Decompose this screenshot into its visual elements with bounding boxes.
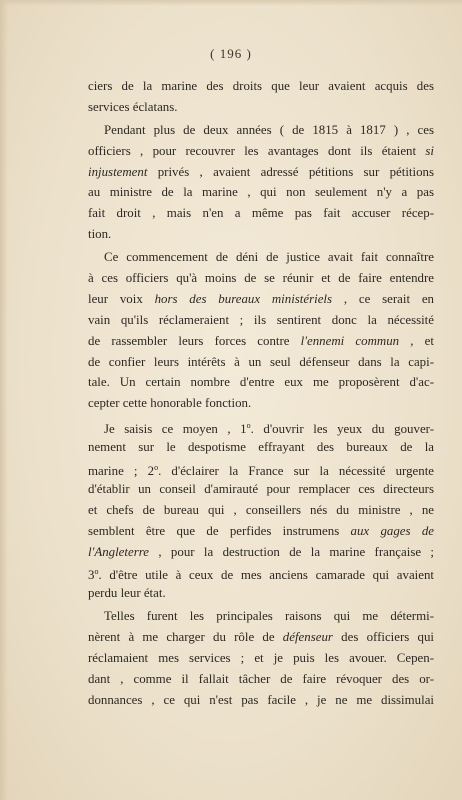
text-line: [88, 690, 434, 711]
text-line: [88, 268, 434, 289]
text-run: ciers de la marine des droits que leur avaient acquis des: [88, 79, 434, 93]
text-run: semblent être que de perfides instrumens: [88, 523, 351, 538]
text-run: Je saisis ce moyen , 1: [104, 422, 247, 437]
text-line: [88, 458, 434, 479]
text-line: [88, 416, 434, 437]
text-line: [88, 669, 434, 690]
text-run: et chefs de bureau qui , conseillers nés du ministre , ne: [88, 502, 434, 517]
body-text: [88, 76, 434, 713]
text-line: [88, 352, 434, 373]
text-line: [88, 521, 434, 542]
text-line: [88, 162, 434, 183]
text-run: tion.: [88, 227, 112, 242]
text-line: [88, 224, 434, 245]
text-run: nement sur le despotisme effrayant des bureaux de la: [88, 440, 434, 455]
superscript-text: o: [94, 567, 99, 577]
text-run: . d'éclairer la France sur la nécessité urgente: [158, 464, 434, 479]
italic-text: défenseur: [282, 630, 333, 645]
text-run: , pour la destruction de la marine française ;: [149, 544, 434, 559]
text-run: Pendant plus de deux années ( de 1815 à 1817 ) , ces: [104, 122, 434, 137]
page-edge-shadow-left: [0, 0, 8, 800]
text-line: [88, 120, 434, 141]
text-line: [88, 583, 434, 604]
text-line: [88, 372, 434, 393]
text-run: perdu leur état.: [88, 586, 166, 601]
text-run: Ce commencement de déni de justice avait fait connaître: [104, 250, 434, 265]
text-run: cepter cette honorable fonction.: [88, 396, 252, 411]
text-run: . d'être utile à ceux de mes anciens camarade qui avaient: [98, 568, 434, 583]
paragraph: [88, 120, 434, 245]
text-line: [88, 310, 434, 331]
italic-text: aux gages de: [350, 523, 434, 538]
text-line: [88, 247, 434, 268]
text-run: donnances , ce qui n'est pas facile , je ne me dissimulai: [88, 692, 434, 707]
text-run: tale. Un certain nombre d'entre eux me proposèrent d'ac-: [88, 375, 434, 390]
text-run: officiers , pour recouvrer les avantages dont ils étaient: [88, 143, 426, 158]
text-line: [88, 479, 434, 500]
text-line: [88, 203, 434, 224]
italic-text: l'Angleterre: [88, 544, 149, 559]
text-run: . d'ouvrir les yeux du gouver-: [250, 422, 434, 437]
text-run: 3: [88, 568, 95, 583]
text-run: à ces officiers qu'à moins de se réunir et de faire entendre: [88, 271, 434, 286]
paragraph: [88, 76, 434, 118]
text-run: , ce serait en: [332, 291, 435, 306]
superscript-text: o: [246, 421, 251, 431]
text-run: privés , avaient adressé pétitions sur pétitions: [147, 164, 434, 179]
text-line: [88, 182, 434, 203]
italic-text: hors des bureaux ministériels: [154, 291, 333, 306]
page-number: ( 196 ): [210, 46, 252, 61]
paragraph: [88, 416, 434, 604]
superscript-text: o: [154, 463, 159, 473]
text-run: nèrent à me charger du rôle de: [88, 630, 283, 645]
text-line: [88, 76, 434, 97]
text-run: fait droit , mais n'en a même pas fait accuser récep-: [88, 206, 434, 221]
text-line: [88, 606, 434, 627]
text-line: [88, 562, 434, 583]
text-run: d'établir un conseil d'amirauté pour remplacer ces directeurs: [88, 481, 434, 496]
text-run: de rassembler leurs forces contre: [88, 333, 301, 348]
text-run: dant , comme il fallait tâcher de faire révoquer des or-: [88, 671, 434, 686]
text-run: , et: [399, 333, 434, 348]
text-line: [88, 289, 434, 310]
text-run: au ministre de la marine , qui non seulement n'y a pas: [88, 185, 434, 200]
paragraph: [88, 606, 434, 710]
text-line: [88, 500, 434, 521]
text-line: [88, 97, 434, 118]
text-line: [88, 331, 434, 352]
text-run: leur voix: [88, 291, 155, 306]
text-run: vain qu'ils réclameraient ; ils sentirent donc la nécessité: [88, 312, 434, 327]
text-line: [88, 393, 434, 414]
text-run: des officiers qui: [332, 630, 434, 645]
italic-text: l'ennemi commun: [300, 333, 400, 348]
text-run: Telles furent les principales raisons qui me détermi-: [104, 609, 434, 624]
text-run: de confier leurs intérêts à un seul défenseur dans la capi-: [88, 354, 434, 369]
text-run: réclamaient mes services ; et je puis les avouer. Cepen-: [88, 651, 434, 666]
page-edge-shadow-top: [0, 0, 462, 6]
italic-text: injustement: [88, 164, 148, 179]
text-run: services éclatans.: [88, 99, 178, 114]
text-line: [88, 648, 434, 669]
text-line: [88, 437, 434, 458]
text-line: [88, 542, 434, 563]
text-line: [88, 141, 434, 162]
text-line: [88, 627, 434, 648]
italic-text: si: [425, 143, 434, 158]
text-run: marine ; 2: [88, 464, 155, 479]
paragraph: [88, 247, 434, 414]
